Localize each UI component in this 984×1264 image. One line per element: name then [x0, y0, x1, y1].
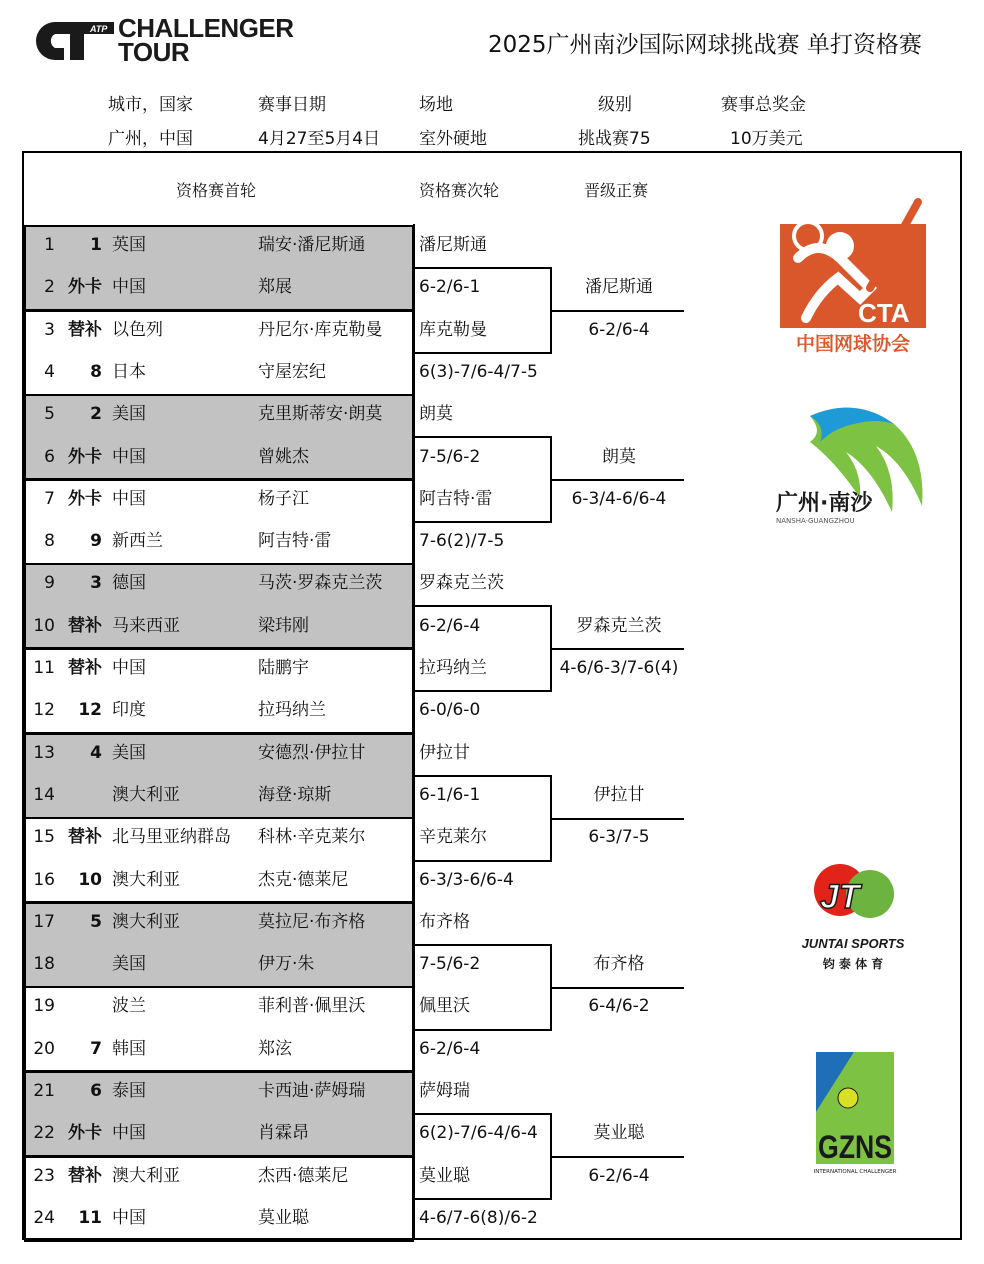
- seed-label: 替补: [68, 658, 102, 678]
- round2-divider: [413, 224, 415, 1240]
- bracket-line: [414, 944, 552, 946]
- round2-score: 6-3/3-6/6-4: [419, 869, 514, 890]
- seed-label: 替补: [68, 827, 102, 848]
- player-name: 守屋宏纪: [258, 361, 326, 382]
- info-label-city: 城市，国家: [108, 95, 193, 115]
- challenger-tour-logo: [118, 13, 294, 67]
- draw-position: 14: [33, 784, 55, 805]
- player-country: 澳大利亚: [112, 1165, 180, 1186]
- gzns-sub: INTERNATIONAL CHALLENGER: [813, 1169, 897, 1175]
- bracket-line: [414, 352, 552, 354]
- draw-position: 11: [33, 658, 55, 678]
- bracket-line: [414, 436, 552, 438]
- round2-score: 4-6/7-6(8)/6-2: [419, 1207, 538, 1228]
- bracket-line: [414, 521, 552, 523]
- round2-winner: 罗森克兰茨: [419, 573, 504, 594]
- player-country: 中国: [112, 1123, 146, 1144]
- atp-logo-mark: [34, 20, 116, 62]
- player-country: 马来西亚: [112, 615, 180, 636]
- cta-logo: [778, 198, 928, 358]
- draw-position: 16: [33, 869, 55, 890]
- gzns-name: GZNS: [818, 1129, 892, 1165]
- player-name: 卡西迪·萨姆瑞: [258, 1081, 366, 1101]
- draw-position: 19: [33, 996, 55, 1017]
- seed-label: 替补: [68, 319, 102, 340]
- player-country: 中国: [112, 488, 146, 509]
- juntai-name: JUNTAI SPORTS: [801, 936, 905, 951]
- bracket-line: [414, 690, 552, 692]
- qualifier-name: 罗森克兰茨: [576, 615, 662, 636]
- player-name: 海登·琼斯: [258, 784, 332, 805]
- round2-winner: 拉玛纳兰: [419, 658, 487, 678]
- round2-score: 6-0/6-0: [419, 700, 481, 721]
- bracket-line: [552, 987, 684, 989]
- seed-label: 8: [90, 361, 102, 382]
- seed-label: [26, 954, 102, 974]
- round2-winner: 阿吉特·雷: [419, 488, 493, 509]
- player-name: 安德烈·伊拉甘: [258, 742, 366, 763]
- bracket-line: [414, 267, 552, 269]
- seed-label: 替补: [68, 1165, 102, 1186]
- qualifier-name: 伊拉甘: [593, 784, 645, 805]
- draw-position: 8: [44, 531, 55, 552]
- round2-score: 6-1/6-1: [419, 784, 481, 805]
- draw-position: 5: [44, 404, 55, 425]
- draw-position: 17: [33, 911, 55, 932]
- seed-label: [26, 785, 102, 805]
- draw-position: 7: [44, 488, 55, 509]
- juntai-logo: [798, 862, 908, 974]
- nansha-name: 广州·南沙: [776, 491, 873, 516]
- draw-position: 6: [44, 446, 55, 467]
- juntai-mark: JT: [820, 878, 860, 916]
- bracket-line: [552, 648, 684, 650]
- player-name: 克里斯蒂安·朗莫: [258, 404, 383, 425]
- round2-winner: 布齐格: [419, 911, 470, 932]
- round2-winner: 潘尼斯通: [419, 235, 487, 255]
- bracket-line: [552, 310, 684, 312]
- seed-label: 9: [90, 531, 102, 552]
- player-name: 丹尼尔·库克勒曼: [258, 319, 383, 340]
- info-value-level: 挑战赛75: [578, 129, 651, 149]
- player-name: 陆鹏宇: [258, 658, 309, 678]
- nansha-sub: NANSHA·GUANGZHOU: [776, 517, 855, 525]
- seed-label: 外卡: [68, 488, 102, 509]
- info-value-prize: 10万美元: [730, 129, 803, 149]
- seed-label: 外卡: [68, 446, 102, 467]
- player-name: 曾姚杰: [258, 446, 309, 467]
- player-country: 泰国: [112, 1081, 146, 1101]
- seed-label: 6: [90, 1081, 102, 1101]
- header-qualified: 晋级正赛: [584, 181, 649, 200]
- qualifier-score: 6-2/6-4: [588, 319, 650, 340]
- bracket-line: [414, 605, 552, 607]
- cta-name: 中国网球协会: [795, 333, 911, 355]
- draw-position: 21: [33, 1081, 55, 1101]
- round2-winner: 伊拉甘: [419, 742, 470, 763]
- round2-winner: 佩里沃: [419, 996, 470, 1017]
- round2-score: 7-6(2)/7-5: [419, 531, 505, 552]
- round2-winner: 库克勒曼: [419, 319, 487, 340]
- player-name: 拉玛纳兰: [258, 700, 326, 721]
- player-name: 莫业聪: [258, 1207, 309, 1228]
- gzns-logo: [814, 1052, 896, 1176]
- juntai-cn: 钧 泰 体 育: [822, 957, 884, 971]
- cta-abbr: CTA: [858, 298, 910, 328]
- seed-label: 5: [90, 911, 102, 932]
- seed-label: 10: [78, 869, 102, 890]
- round2-winner: 朗莫: [419, 404, 453, 425]
- player-name: 郑泫: [258, 1038, 292, 1059]
- qualifier-score: 6-4/6-2: [588, 996, 650, 1017]
- player-name: 杰克·德莱尼: [258, 869, 349, 890]
- player-country: 印度: [112, 700, 146, 721]
- round2-score: 6-2/6-4: [419, 615, 481, 636]
- player-country: 中国: [112, 277, 146, 298]
- qualifier-score: 6-2/6-4: [588, 1165, 650, 1186]
- qualifier-name: 朗莫: [602, 446, 636, 467]
- info-label-date: 赛事日期: [258, 95, 326, 115]
- player-country: 韩国: [112, 1038, 146, 1059]
- qualifier-name: 布齐格: [593, 954, 645, 975]
- player-country: 北马里亚纳群岛: [112, 827, 231, 848]
- qualifier-name: 潘尼斯通: [585, 277, 653, 298]
- info-value-city: 广州，中国: [108, 129, 193, 149]
- player-name: 杰西·德莱尼: [258, 1165, 349, 1186]
- qualifier-name: 莫业聪: [593, 1123, 645, 1144]
- draw-position: 4: [44, 361, 55, 382]
- bracket-line: [414, 1029, 552, 1031]
- draw-position: 20: [33, 1038, 55, 1059]
- draw-position: 24: [33, 1207, 55, 1228]
- logo-line-2: TOUR: [118, 37, 190, 67]
- draw-position: 18: [33, 954, 55, 975]
- player-country: 中国: [112, 1207, 146, 1228]
- info-value-surface: 室外硬地: [419, 129, 487, 149]
- round2-score: 6-2/6-4: [419, 1038, 481, 1059]
- round2-score: 7-5/6-2: [419, 954, 481, 975]
- bracket-line: [414, 1113, 552, 1115]
- player-name: 杨子江: [258, 488, 309, 509]
- round2-winner: 萨姆瑞: [419, 1081, 470, 1101]
- info-label-level: 级别: [598, 95, 632, 115]
- seed-label: 替补: [68, 615, 102, 636]
- bracket-line: [414, 775, 552, 777]
- player-name: 梁玮刚: [258, 615, 309, 636]
- round2-score: 6(3)-7/6-4/7-5: [419, 361, 538, 382]
- info-value-date: 4月27至5月4日: [258, 129, 381, 149]
- player-country: 澳大利亚: [112, 784, 180, 805]
- seed-label: 外卡: [68, 1123, 102, 1144]
- player-country: 美国: [112, 954, 146, 975]
- qualifier-score: 6-3/7-5: [588, 827, 650, 848]
- player-country: 美国: [112, 404, 146, 425]
- draw-position: 1: [44, 235, 55, 255]
- draw-position: 23: [33, 1165, 55, 1186]
- player-name: 菲利普·佩里沃: [258, 996, 366, 1017]
- qualifier-score: 6-3/4-6/6-4: [571, 488, 667, 509]
- bracket-line: [414, 860, 552, 862]
- player-name: 科林·辛克莱尔: [258, 827, 366, 848]
- player-country: 德国: [112, 573, 146, 594]
- round2-score: 6(2)-7/6-4/6-4: [419, 1123, 538, 1144]
- player-country: 澳大利亚: [112, 911, 180, 932]
- player-name: 莫拉尼·布齐格: [258, 911, 366, 932]
- seed-label: 外卡: [68, 277, 102, 298]
- seed-label: 11: [78, 1207, 102, 1228]
- draw-position: 13: [33, 742, 55, 763]
- header-round2: 资格赛次轮: [419, 181, 500, 200]
- player-country: 英国: [112, 235, 146, 255]
- player-country: 新西兰: [112, 531, 163, 552]
- player-country: 波兰: [112, 996, 146, 1017]
- qualifier-score: 4-6/6-3/7-6(4): [559, 658, 679, 678]
- round2-winner: 辛克莱尔: [419, 827, 487, 848]
- draw-position: 10: [33, 615, 55, 636]
- player-country: 以色列: [112, 319, 163, 340]
- player-name: 马茨·罗森克兰茨: [258, 573, 383, 594]
- player-name: 阿吉特·雷: [258, 531, 332, 552]
- bracket-line: [552, 818, 684, 820]
- player-country: 中国: [112, 658, 146, 678]
- seed-label: [26, 996, 102, 1016]
- seed-label: 3: [90, 573, 102, 594]
- player-country: 日本: [112, 361, 146, 382]
- page-title: 2025广州南沙国际网球挑战赛 单打资格赛: [488, 32, 922, 58]
- player-name: 瑞安·潘尼斯通: [258, 235, 366, 255]
- seed-label: 4: [90, 742, 102, 763]
- player-country: 美国: [112, 742, 146, 763]
- draw-position: 2: [44, 277, 55, 298]
- atp-mark-text: ATP: [90, 24, 108, 34]
- player-name: 伊万·朱: [258, 954, 315, 975]
- seed-label: 1: [90, 235, 102, 255]
- player-country: 中国: [112, 446, 146, 467]
- player-country: 澳大利亚: [112, 869, 180, 890]
- nansha-logo: [776, 402, 930, 526]
- draw-position: 22: [33, 1123, 55, 1144]
- draw-position: 3: [44, 319, 55, 340]
- bracket-line: [414, 1198, 552, 1200]
- round2-score: 6-2/6-1: [419, 277, 481, 298]
- draw-position: 12: [33, 700, 55, 721]
- player-name: 郑展: [258, 277, 292, 298]
- draw-position: 15: [33, 827, 55, 848]
- info-label-surface: 场地: [419, 95, 453, 115]
- bracket-line: [552, 479, 684, 481]
- seed-label: 12: [78, 700, 102, 721]
- player-name: 肖霖昂: [258, 1123, 309, 1144]
- seed-label: 2: [90, 404, 102, 425]
- logo-line-1: CHALLENGER: [118, 13, 294, 43]
- round2-score: 7-5/6-2: [419, 446, 481, 467]
- round2-winner: 莫业聪: [419, 1165, 470, 1186]
- bracket-line: [552, 1156, 684, 1158]
- draw-position: 9: [44, 573, 55, 594]
- header-round1: 资格赛首轮: [176, 181, 257, 200]
- seed-label: 7: [90, 1038, 102, 1059]
- info-label-prize: 赛事总奖金: [721, 95, 806, 115]
